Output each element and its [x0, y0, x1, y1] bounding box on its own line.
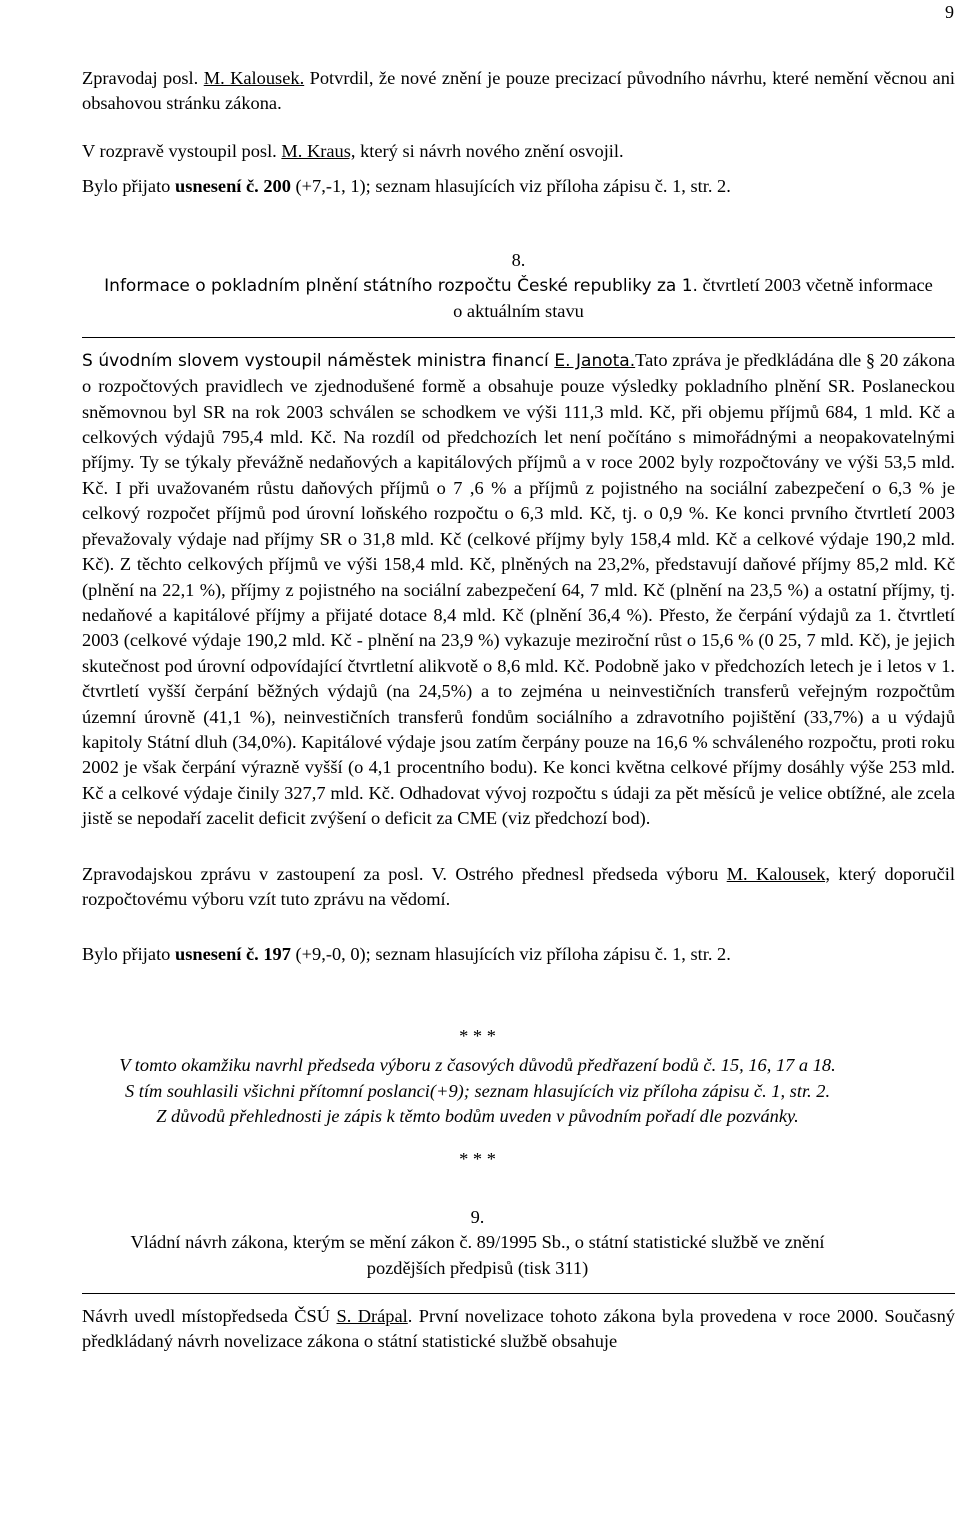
agenda-item-9-heading	[0, 1205, 955, 1281]
text: Potvrdil, že nové znění je pouze precizací původního návrhu, které nemění věcnou ani obsahovou stránku zákona.	[82, 68, 955, 114]
text: . První novelizace tohoto zákona byla provedena v roce 2000. Současný předkládaný návrh novelizace zákona o státní statistické službě obsahuje	[82, 1306, 955, 1352]
agenda-item-title: o aktuálním stavu	[453, 301, 584, 322]
agenda-item-8-heading	[82, 248, 955, 325]
note-line: V tomto okamžiku navrhl předseda výboru z časových důvodů předřazení bodů č. 15, 16, 17 a 18.	[119, 1055, 836, 1076]
note-line: S tím souhlasili všichni přítomní poslanci(+9); seznam hlasujících viz příloha zápisu č. 1, str. 2.	[124, 1080, 831, 1101]
debate-paragraph	[82, 139, 955, 164]
text: Tato zpráva je předkládána dle § 20 zákona o rozpočtových pravidlech ve zjednodušené formě a obsahuje pouze výsledky pokladního plnění SR.	[82, 349, 955, 397]
rapporteur-paragraph	[82, 66, 955, 117]
text: Návrh uvedl místopředseda ČSÚ	[82, 1306, 337, 1327]
heading-divider	[82, 1293, 955, 1294]
agenda-item-title: Informace o pokladním plnění státního rozpočtu České republiky za 1.	[104, 276, 698, 297]
text: V rozpravě vystoupil posl.	[82, 140, 282, 161]
agenda-item-number: 9.	[470, 1206, 485, 1227]
page-number: 9	[945, 2, 954, 22]
text: který si návrh nového znění osvojil.	[355, 140, 624, 161]
text: Zpravodajskou zprávu v zastoupení za posl. V. Ostrého přednesl předseda výboru	[82, 863, 727, 884]
text: S úvodním slovem vystoupil náměstek ministra financí	[82, 350, 555, 371]
resolution-paragraph	[82, 174, 955, 199]
agenda-item-title: Vládní návrh zákona, kterým se mění zákon č. 89/1995 Sb., o státní statistické službě ve znění	[130, 1232, 825, 1253]
document-body	[82, 66, 955, 1355]
person-name: M. Kalousek.	[203, 68, 305, 88]
person-name: M. Kalousek,	[726, 863, 831, 884]
text: Bylo přijato	[82, 944, 175, 965]
text: Bylo přijato	[82, 176, 175, 197]
text: (+7,-1, 1); seznam hlasujících viz příloha zápisu č. 1, str. 2.	[290, 176, 731, 197]
heading-divider	[82, 337, 955, 338]
text: Zpravodaj posl.	[82, 68, 204, 88]
agenda-item-title: čtvrtletí 2003 včetně informace	[697, 275, 933, 296]
agenda-item-number: 8.	[511, 249, 526, 270]
note-line: Z důvodů přehlednosti je zápis k těmto bodům uveden v původním pořadí dle pozvánky.	[156, 1106, 799, 1126]
section-separator: * * *	[459, 1025, 496, 1046]
text: Poslaneckou sněmovnou byl SR na rok 2003 schválen se schodkem ve výši 111,3 mld. Kč, při objemu příjmů 684, 1 mld. Kč a celkových výdajů 795,4 mld. Kč. Na rozdíl od předchozích let není počítáno s mimořádnými a neopakovatelnými příjmy. Ty se týkaly převážně nedaňových a kapitálových příjmů a v roce 2002 byly rozpočtovány ve výši 53,5 mld. Kč. I při uvažovaném růstu daňových příjmů o 7 ,6 % a příjmů z pojistného na sociální zabezpečení o 6,3 % je celkový rozpočet příjmů pod úrovní loňského rozpočtu o 6,3 mld. Kč, tj. o 0,9 %. Ke konci prvního čtvrtletí 2003 převažovaly výdaje nad příjmy SR o 31,8 mld. Kč (celkové příjmy byly 158,4 mld. Kč a celkové výdaje 190,2 mld. Kč). Z těchto celkových příjmů ve výši 158,4 mld. Kč, plněných na 23,2%, představují daňové příjmy 85,2 mld. Kč (plnění na 22,1 %), příjmy z pojistného na sociální zabezpečení 64, 7 mld. Kč (plnění na 23,5 %) a ostatní příjmy, tj. nedaňové a kapitálové příjmy a přijaté dotace 8,4 mld. Kč (plnění 36,4 %). Přesto, že čerpání výdajů za 1. čtvrtletí 2003 (celkové výdaje 190,2 mld. Kč - plnění na 23,9 %) vykazuje meziroční růst o 15,6 % (0 25, 7 mld. Kč), je jejich skutečnost pod úrovní odpovídající čtvrtletní alikvotě o 8,6 mld. Kč. Podobně jako v předchozích letech je i letos v 1. čtvrtletí vyšší čerpání běžných výdajů (na 24,5%) a to zejména u neinvestičních transferů veřejným rozpočtům územní úrovně (41,1 %), neinvestičních transferů fondům sociálního a zdravotního pojištění (33,7%) a u výdajů kapitoly Státní dluh (34,0%). Kapitálové výdaje jsou zatím čerpány pouze na 16,6 % schváleného rozpočtu, proti roku 2002 je však čerpání výrazně vyšší (o 4,1 procentního bodu). Ke konci května celkové příjmy dosáhly výše 253 mld. Kč a celkové výdaje činily 327,7 mld. Kč. Odhadovat vývoj rozpočtu s údaji za pět měsíců je velice obtížné, ale zcela jistě se nepodaří zacelit deficit zvýšení o deficit za CME (viz předchozí bod).	[82, 376, 955, 829]
person-name: E. Janota.	[554, 350, 636, 371]
procedural-note	[0, 1053, 955, 1129]
person-name: M. Kraus,	[281, 140, 356, 161]
section-separator: * * *	[459, 1149, 496, 1170]
text: který doporučil rozpočtovému výboru vzít tuto zprávu na vědomí.	[82, 863, 955, 909]
resolution-number: usnesení č. 200	[174, 176, 291, 197]
agenda-item-title: pozdějších předpisů (tisk 311)	[366, 1257, 589, 1278]
person-name: S. Drápal	[336, 1306, 408, 1327]
resolution-number: usnesení č. 197	[174, 944, 291, 965]
budget-report-paragraph	[82, 348, 955, 832]
bill-introduction-paragraph	[82, 1304, 955, 1355]
resolution-paragraph	[82, 942, 955, 967]
report-presentation-paragraph	[82, 862, 955, 913]
text: (+9,-0, 0); seznam hlasujících viz příloha zápisu č. 1, str. 2.	[290, 944, 731, 965]
